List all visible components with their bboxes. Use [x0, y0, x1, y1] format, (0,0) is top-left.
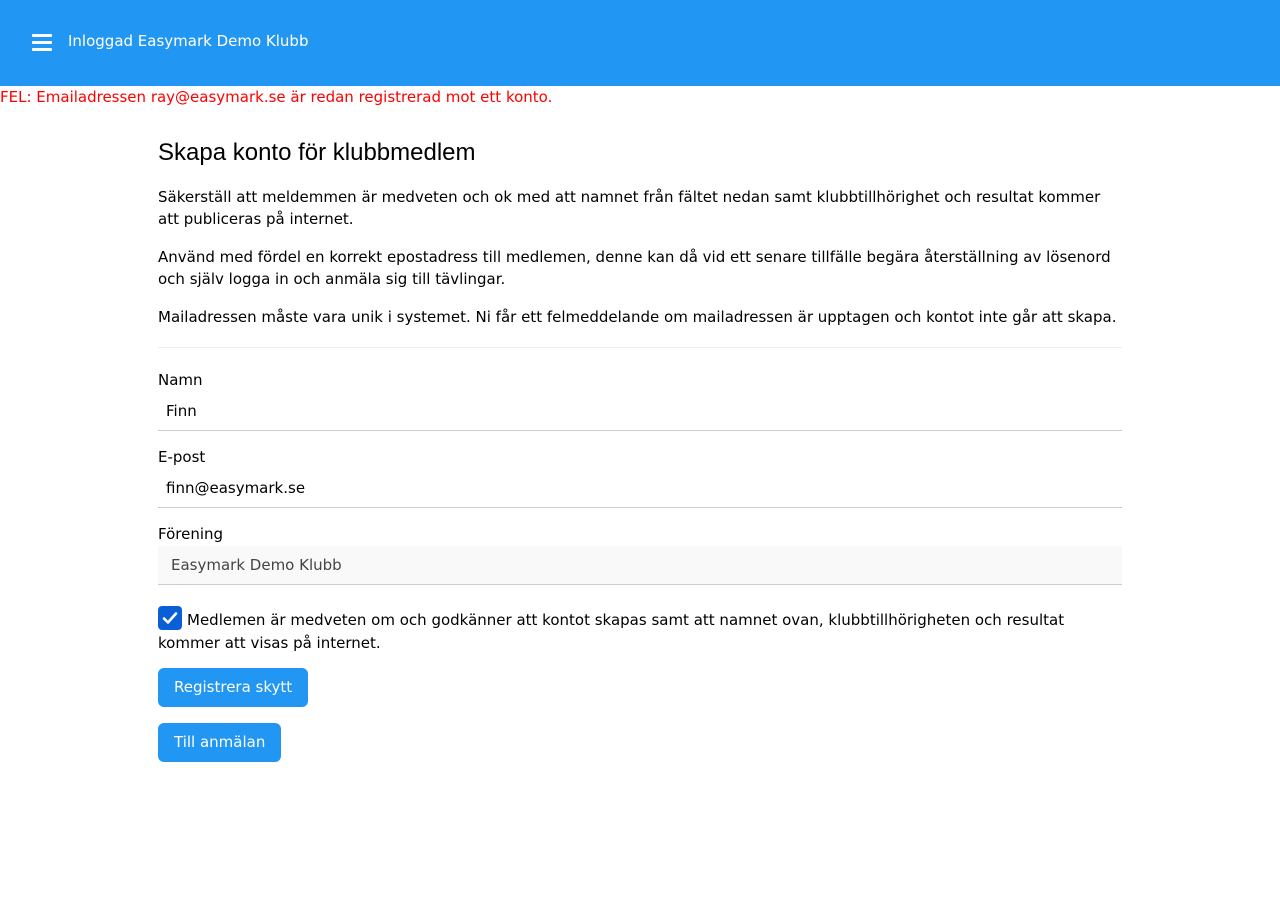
consent-checkbox[interactable] [158, 606, 182, 630]
logged-in-title: Inloggad Easymark Demo Klubb [68, 32, 309, 50]
info-paragraph-unique: Mailadressen måste vara unik i systemet. Ni får ett felmeddelande om mailadressen är upptagen och kontot inte går att skapa. [158, 308, 1117, 326]
email-input[interactable] [158, 469, 1122, 508]
info-paragraph-publish: Säkerställ att meldemmen är medveten och ok med att namnet från fältet nedan samt klubbtillhörighet och resultat kommer att publiceras på internet. [158, 188, 1101, 228]
divider [158, 347, 1122, 348]
club-field: Easymark Demo Klubb [158, 546, 1122, 585]
checkmark-icon [161, 609, 179, 627]
email-label: E-post [158, 448, 206, 466]
name-label: Namn [158, 371, 203, 389]
info-paragraph-email: Använd med fördel en korrekt epostadress till medlemen, denne kan då vid ett senare tillfälle begära återställning av lösenord och själv logga in och anmäla sig till tävlingar. [158, 248, 1111, 288]
top-app-bar [0, 0, 1280, 86]
error-message: FEL: Emailadressen ray@easymark.se är redan registrerad mot ett konto. [0, 88, 553, 106]
name-input[interactable] [158, 392, 1122, 431]
create-account-form [158, 138, 1122, 751]
club-label: Förening [158, 525, 224, 543]
hamburger-menu-icon[interactable] [30, 30, 54, 54]
to-registration-button[interactable]: Till anmälan [158, 723, 281, 762]
consent-text: Medlemen är medveten om och godkänner att kontot skapas samt att namnet ovan, klubbtillhörigheten och resultat kommer att visas på internet. [158, 611, 1065, 652]
page-title: Skapa konto för klubbmedlem [158, 139, 476, 166]
register-shooter-button[interactable]: Registrera skytt [158, 668, 308, 707]
consent-row [158, 606, 1122, 655]
